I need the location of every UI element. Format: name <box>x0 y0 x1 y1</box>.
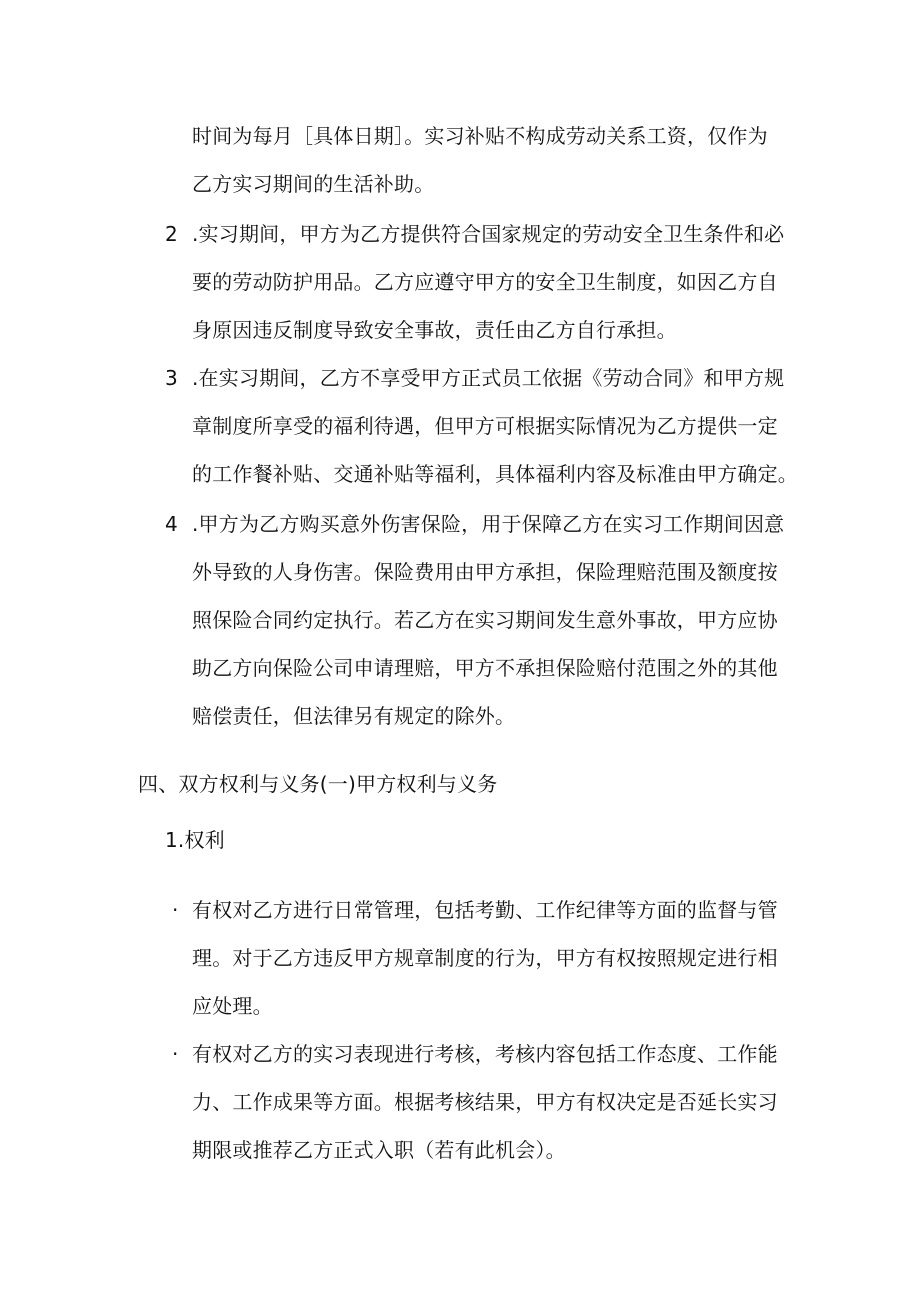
bullet-line: 应处理。 <box>192 994 273 1018</box>
bullet-line: 期限或推荐乙方正式入职（若有此机会）。 <box>192 1138 566 1162</box>
intro-line: 时间为每月［具体日期］。实习补贴不构成劳动关系工资，仅作为 <box>192 124 768 148</box>
bullet-line: 有权对乙方进行日常管理，包括考勤、工作纪律等方面的监督与管 <box>192 898 778 922</box>
bullet-line: 有权对乙方的实习表现进行考核，考核内容包括工作态度、工作能 <box>192 1042 778 1066</box>
bullet-icon: · <box>172 898 179 922</box>
bullet-icon: · <box>172 1042 179 1066</box>
item-line: .甲方为乙方购买意外伤害保险，用于保障乙方在实习工作期间因意 <box>192 512 785 536</box>
item-line: 助乙方向保险公司申请理赔，甲方不承担保险赔付范围之外的其他 <box>192 656 778 680</box>
item-number: 4 <box>165 512 178 536</box>
item-line: 外导致的人身伤害。保险费用由甲方承担，保险理赔范围及额度按 <box>192 560 778 584</box>
item-number: 3 <box>165 366 178 390</box>
item-number: 2 <box>165 222 178 246</box>
item-line: .在实习期间，乙方不享受甲方正式员工依据《劳动合同》和甲方规 <box>192 366 785 390</box>
item-line: 要的劳动防护用品。乙方应遵守甲方的安全卫生制度，如因乙方自 <box>192 270 778 294</box>
item-line: 章制度所享受的福利待遇，但甲方可根据实际情况为乙方提供一定 <box>192 414 778 438</box>
intro-line: 乙方实习期间的生活补助。 <box>192 172 435 196</box>
item-line: 身原因违反制度导致安全事故，责任由乙方自行承担。 <box>192 318 677 342</box>
item-line: 的工作餐补贴、交通补贴等福利，具体福利内容及标准由甲方确定。 <box>192 462 798 486</box>
item-line: 赔偿责任，但法律另有规定的除外。 <box>192 704 516 728</box>
bullet-line: 力、工作成果等方面。根据考核结果，甲方有权决定是否延长实习 <box>192 1090 778 1114</box>
item-line: 照保险合同约定执行。若乙方在实习期间发生意外事故，甲方应协 <box>192 608 778 632</box>
sub-heading: 1.权利 <box>165 828 225 852</box>
item-line: .实习期间，甲方为乙方提供符合国家规定的劳动安全卫生条件和必 <box>192 222 785 246</box>
bullet-line: 理。对于乙方违反甲方规章制度的行为，甲方有权按照规定进行相 <box>192 946 778 970</box>
section-heading: 四、双方权利与义务(一)甲方权利与义务 <box>138 772 498 796</box>
